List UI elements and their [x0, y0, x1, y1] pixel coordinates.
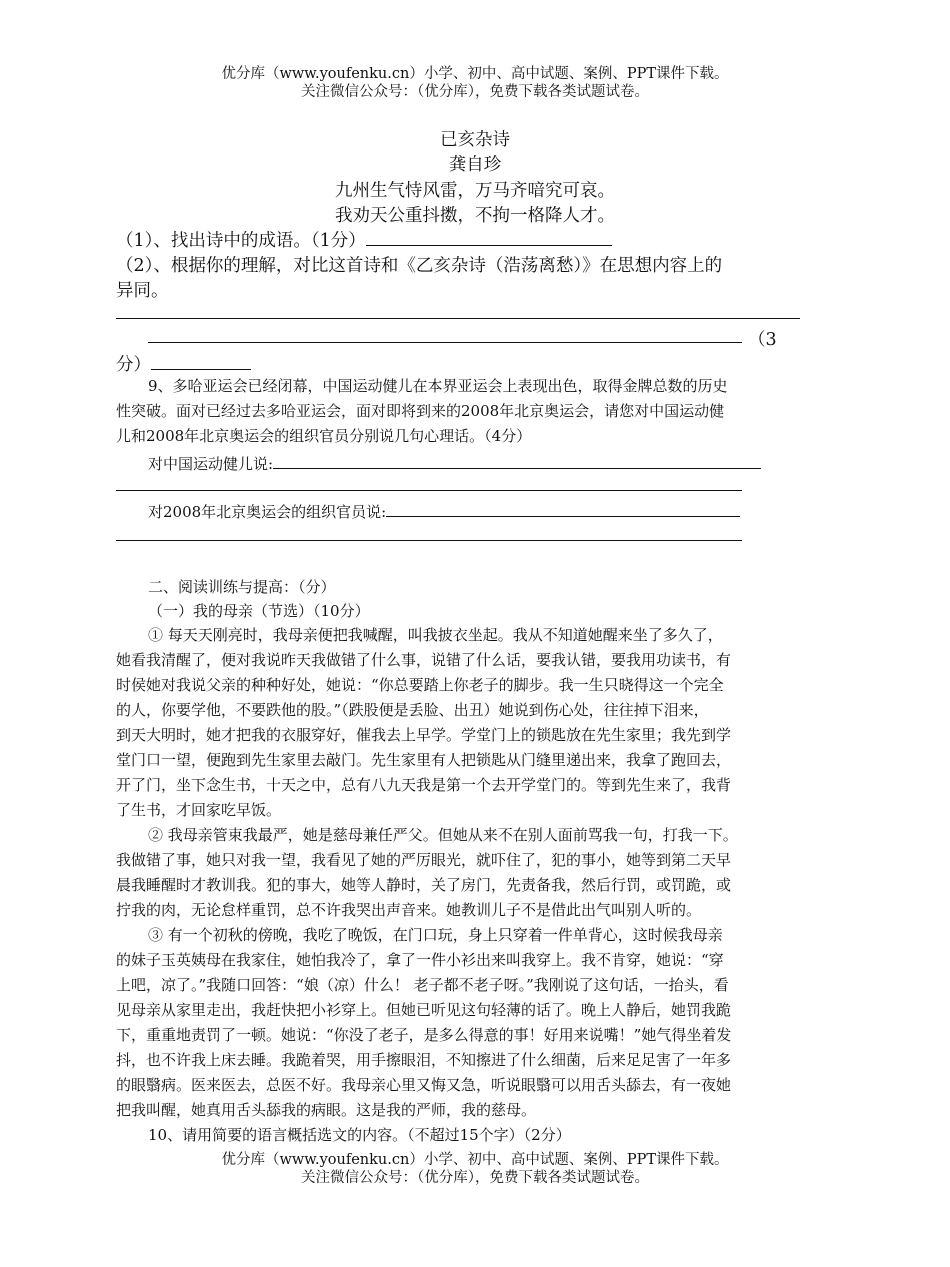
paragraph-1-line: 了生书，才回家吃早饭。	[116, 801, 282, 819]
paragraph-2-line: 我做错了事，她只对我一望，我看见了她的严厉眼光，就吓住了，犯的事小，她等到第二天早	[116, 851, 732, 869]
page-footer-line1: 优分库（www.youfenku.cn）小学、初中、高中试题、案例、PPT课件下载。	[221, 1152, 729, 1168]
paragraph-2-line: ② 我母亲管束我最严，她是慈母兼任严父。但她从来不在别人面前骂我一句，打我一下。	[148, 826, 738, 844]
paragraph-3-line: 上吧，凉了。”我随口回答：“娘（凉）什么！ 老子都不老子呀。”我刚说了这句话，一抬头，看	[116, 976, 729, 994]
paragraph-3-line: 把我叫醒，她真用舌头舔我的病眼。这是我的严师，我的慈母。	[116, 1101, 537, 1119]
officials-answer-blank[interactable]	[386, 500, 740, 517]
poem-author: 龚自珍	[448, 155, 502, 175]
paragraph-3-line: 的妹子玉英姨母在我家住，她怕我冷了，拿了一件小衫出来叫我穿上。我不肯穿，她说：“穿	[116, 951, 724, 969]
section-2-heading: 二、阅读训练与提高：（分）	[148, 578, 336, 596]
paragraph-1-line: 的人，你要学他，不要跌他的股。”（跌股便是丢脸、出丑）她说到伤心处，往往掉下泪来，	[116, 701, 709, 719]
poem-line-2: 我劝天公重抖擞，不拘一格降人才。	[335, 206, 615, 226]
question-2-answer-blank[interactable]	[151, 353, 251, 370]
question-2-score-part1: （3	[748, 330, 777, 350]
paragraph-1-line: 开了门，坐下念生书，十天之中，总有八九天我是第一个去开学堂门的。等到先生来了，我背	[116, 776, 732, 794]
paragraph-2-line: 拧我的肉，无论怠样重罚，总不许我哭出声音来。她教训儿子不是借此出气叫别人听的。	[116, 901, 702, 919]
section-2-subheading: （一）我的母亲（节选）（10分）	[148, 602, 370, 620]
poem-title: 已亥杂诗	[440, 130, 510, 150]
question-2-score-part2	[116, 351, 251, 376]
question-1	[116, 227, 612, 252]
athletes-prompt: 对中国运动健儿说:	[148, 455, 274, 473]
officials-prompt: 对2008年北京奥运会的组织官员说:	[148, 503, 387, 521]
question-2-answer-line-2[interactable]	[148, 342, 742, 343]
paragraph-1-line: 到天大明时，她才把我的衣服穿好，催我去上早学。学堂门上的锁匙放在先生家里；我先到学	[116, 726, 732, 744]
paragraph-3-line: ③ 有一个初秋的傍晚，我吃了晚饭，在门口玩，身上只穿着一件单背心，这时候我母亲	[148, 926, 723, 944]
question-1-text: （1）、找出诗中的成语。（1分）	[116, 231, 366, 251]
paragraph-3-line: 下，重重地责罚了一顿。她说：“你没了老子，是多么得意的事！好用来说嘴！”她气得坐着发	[116, 1026, 732, 1044]
paragraph-3-line: 抖，也不许我上床去睡。我跪着哭，用手擦眼泪，不知擦进了什么细菌，后来足足害了一年多	[116, 1051, 732, 1069]
officials-prompt-row	[148, 500, 740, 522]
question-2-answer-line-1[interactable]	[116, 318, 800, 319]
question-9-line-2: 性突破。面对已经过去多哈亚运会，面对即将到来的2008年北京奥运会，请您对中国运动健	[116, 402, 725, 420]
paragraph-3-line: 见母亲从家里走出，我赶快把小衫穿上。但她已听见这句轻薄的话了。晚上人静后，她罚我跪	[116, 1001, 732, 1019]
question-10: 10、请用简要的语言概括选文的内容。（不超过15个字）（2分）	[148, 1126, 571, 1144]
question-9-line-3: 儿和2008年北京奥运会的组织官员分别说几句心理话。（4分）	[116, 427, 532, 445]
paragraph-3-line: 的眼翳病。医来医去，总医不好。我母亲心里又悔又急，听说眼翳可以用舌头舔去，有一夜她	[116, 1076, 732, 1094]
question-2-text: （2）、根据你的理解，对比这首诗和《乙亥杂诗（浩荡离愁）》在思想内容上的	[116, 256, 723, 276]
athletes-prompt-row	[148, 452, 761, 474]
paragraph-2-line: 晨我睡醒时才教训我。犯的事大，她等人静时，关了房门，先责备我，然后行罚，或罚跪，或	[116, 876, 732, 894]
question-9-line-1: 9、多哈亚运会已经闭幕，中国运动健儿在本界亚运会上表现出色，取得金牌总数的历史	[148, 377, 728, 395]
question-1-answer-blank[interactable]	[366, 229, 612, 246]
athletes-answer-blank[interactable]	[273, 452, 761, 469]
athletes-answer-line[interactable]	[116, 490, 742, 491]
page-footer-line2: 关注微信公众号：（优分库），免费下载各类试题试卷。	[301, 1170, 649, 1186]
poem-line-1: 九州生气恃风雷，万马齐喑究可哀。	[335, 181, 615, 201]
paragraph-1-line: ① 每天天刚亮时，我母亲便把我喊醒，叫我披衣坐起。我从不知道她醒来坐了多久了，	[148, 626, 723, 644]
question-2-text-continued: 异同。	[116, 281, 169, 301]
paragraph-1-line: 堂门口一望，便跑到先生家里去敲门。先生家里有人把锁匙从门缝里递出来，我拿了跑回去，	[116, 751, 732, 769]
page-header-line2: 关注微信公众号：（优分库），免费下载各类试题试卷。	[301, 84, 649, 100]
paragraph-1-line: 时侯她对我说父亲的种种好处，她说：“你总要踏上你老子的脚步。我一生只晓得这一个完全	[116, 676, 724, 694]
page-header-line1: 优分库（www.youfenku.cn）小学、初中、高中试题、案例、PPT课件下载。	[221, 66, 729, 82]
officials-answer-line[interactable]	[116, 540, 742, 541]
question-2-score-text: 分）	[116, 355, 151, 375]
paragraph-1-line: 她看我清醒了，便对我说昨天我做错了什么事，说错了什么话，要我认错，要我用功读书，有	[116, 651, 732, 669]
